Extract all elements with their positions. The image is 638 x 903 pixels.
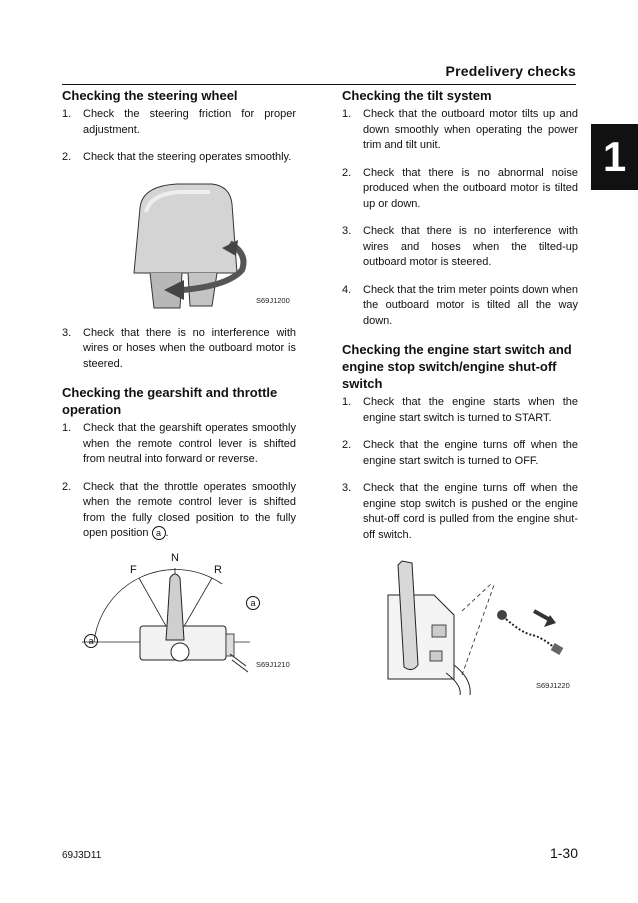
step-text: Check that the engine starts when the engine start switch is turned to START. — [363, 396, 578, 424]
step-text: Check that the steering operates smoothly. — [83, 151, 292, 163]
engine-switch-illustration — [342, 555, 578, 695]
gearshift-heading: Checking the gearshift and throttle operation — [62, 385, 278, 417]
document-code: 69J3D11 — [62, 850, 102, 861]
gearshift-figure — [62, 551, 296, 682]
step-text-body: Check that the throttle operates smoothly when the remote control lever is shifted from the fully closed position to the fully open position — [83, 480, 296, 539]
gearshift-step-2 — [62, 480, 296, 542]
tilt-step-2 — [342, 166, 578, 213]
step-text: Check that the engine turns off when the engine start switch is turned to OFF. — [363, 439, 578, 467]
step-text: Check that the engine turns off when the engine stop switch is pushed or the engine shut-off cord is pulled from the engine shut-off switch. — [363, 482, 578, 541]
steering-step-2 — [62, 150, 296, 166]
tilt-heading: Checking the tilt system — [342, 88, 492, 103]
step-number: 3. — [342, 482, 352, 494]
tilt-step-3 — [342, 224, 578, 271]
step-number: 3. — [342, 225, 352, 237]
step-text: Check the steering friction for proper adjustment. — [83, 108, 296, 136]
figure-code: S69J1200 — [256, 295, 290, 305]
switches-step-1 — [342, 395, 578, 426]
switches-step-2 — [342, 438, 578, 469]
header-rule — [62, 84, 576, 85]
label-r: R — [214, 563, 222, 576]
steering-step-1 — [62, 107, 296, 138]
right-column — [342, 87, 578, 695]
step-number: 1. — [62, 108, 72, 120]
switch-figure — [342, 555, 578, 695]
step-text: Check that there is no interference with wires and hoses when the tilted-up outboard motor is steered. — [363, 225, 578, 268]
step-text: Check that the trim meter points down when the outboard motor is tilted all the way down. — [363, 283, 578, 327]
step-text: Check that the gearshift operates smoothly when the remote control lever is shifted from neutral into forward or reverse. — [83, 422, 296, 465]
step-number: 2. — [342, 166, 352, 179]
step-text: Check that there is no interference with wires or hoses when the outboard motor is steered. — [83, 326, 296, 370]
callout-a-right: a — [246, 596, 260, 610]
steering-figure — [62, 178, 296, 314]
step-number: 1. — [342, 108, 352, 120]
step-number: 2. — [62, 151, 72, 163]
steering-step-3 — [62, 326, 296, 373]
page-header-title: Predelivery checks — [445, 63, 576, 79]
label-f: F — [130, 563, 137, 576]
step-number: 1. — [342, 396, 352, 408]
page-number: 1-30 — [549, 845, 578, 861]
tilt-step-1 — [342, 107, 578, 154]
figure-code: S69J1210 — [256, 659, 290, 669]
switches-heading: Checking the engine start switch and engine stop switch/engine shut-off switch — [342, 342, 572, 391]
step-number: 4. — [342, 283, 352, 296]
label-n: N — [171, 551, 179, 564]
gearshift-step-1 — [62, 421, 296, 468]
callout-a-left: a — [84, 634, 98, 648]
tilt-step-4 — [342, 283, 578, 330]
steering-heading: Checking the steering wheel — [62, 88, 238, 103]
step-number: 3. — [62, 326, 72, 339]
step-text: Check that there is no abnormal noise produced when the outboard motor is tilted up or down. — [363, 166, 578, 210]
step-number: 2. — [62, 480, 72, 493]
switches-step-3 — [342, 481, 578, 543]
chapter-tab: 1 — [591, 124, 638, 190]
outboard-motor-illustration — [62, 178, 296, 314]
step-text: Check that the throttle operates smoothly when the remote control lever is shifted from the fully closed position to the fully open position a . — [83, 480, 296, 539]
step-number: 1. — [62, 422, 72, 434]
callout-a-inline: a — [152, 526, 166, 540]
figure-code: S69J1220 — [536, 681, 570, 690]
step-text: Check that the outboard motor tilts up and down smoothly when operating the power trim and tilt unit. — [363, 108, 578, 151]
step-number: 2. — [342, 439, 352, 451]
left-column — [62, 87, 296, 682]
